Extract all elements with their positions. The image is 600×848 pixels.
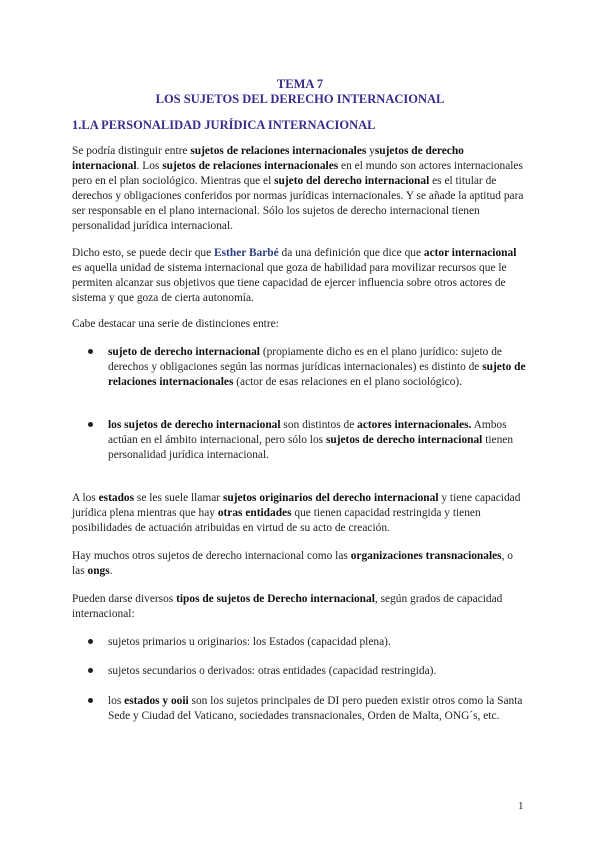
list-item: sujetos secundarios o derivados: otras entidades (capacidad restringida). <box>72 664 532 679</box>
page-number: 1 <box>518 800 524 812</box>
paragraph-estados: A los estados se les suele llamar sujetos originarios del derecho internacional y tiene capacidad jurídica plena mientras que hay otras entidades que tienen capacidad restringida y tienen posibilidades de actuación atribuidas en virtud de su acto de creación. <box>72 492 521 534</box>
bullet-icon <box>88 698 93 703</box>
paragraph-sujetos: Se podría distinguir entre sujetos de relaciones internacionales ysujetos de derecho internacional. Los sujetos de relaciones internacionales en el mundo son actores internacionales pero en el plan sociológico. Mientras que el sujeto del derecho internacional es el titular de derechos y obligaciones conferidos por normas jurídicas internacionales. Y se añade la aptitud para ser responsable en el plano internacional. Sólo los sujetos de derecho internacional tienen personalidad jurídica internacional. <box>72 145 524 232</box>
list-item: sujeto de derecho internacional (propiamente dicho es en el plano jurídico: sujeto de derechos y obligaciones según las normas jurídicas internacionales) es distinto de sujeto de relaciones internacionales (actor de esas relaciones en el plano sociológico). <box>72 345 532 390</box>
paragraph-actor-internacional: Dicho esto, se puede decir que Esther Barbé da una definición que dice que actor internacional es aquella unidad de sistema internacional que goza de habilidad para movilizar recursos que le permiten alcanzar sus objetivos que tiene capacidad de ejercer influencia sobre otros actores de sistema y que goza de cierta autonomía. <box>72 247 517 304</box>
bullet-icon <box>88 422 93 427</box>
author-name: Esther Barbé <box>214 247 279 259</box>
bullet-icon <box>88 349 93 354</box>
list-item: sujetos primarios u originarios: los Estados (capacidad plena). <box>72 635 532 650</box>
section-heading: 1.LA PERSONALIDAD JURÍDICA INTERNACIONAL <box>72 118 376 132</box>
chapter-number: TEMA 7 <box>276 77 324 91</box>
list-item: los sujetos de derecho internacional son distintos de actores internacionales. Ambos actúan en el ámbito internacional, pero sólo los sujetos de derecho internacional tienen personalidad jurídica internacional. <box>72 418 532 463</box>
bullet-icon <box>88 639 93 644</box>
chapter-title: LOS SUJETOS DEL DERECHO INTERNACIONAL <box>155 92 445 106</box>
bullet-icon <box>88 668 93 673</box>
paragraph-distinciones: Cabe destacar una serie de distinciones entre: <box>72 318 279 330</box>
paragraph-otros-sujetos: Hay muchos otros sujetos de derecho internacional como las organizaciones transnacionales, o las ongs. <box>72 550 513 577</box>
paragraph-tipos: Pueden darse diversos tipos de sujetos de Derecho internacional, según grados de capacidad internacional: <box>72 593 503 620</box>
list-item: los estados y ooii son los sujetos principales de DI pero pueden existir otros como la Santa Sede y Ciudad del Vaticano, sociedades transnacionales, Orden de Malta, ONG´s, etc. <box>72 694 532 724</box>
